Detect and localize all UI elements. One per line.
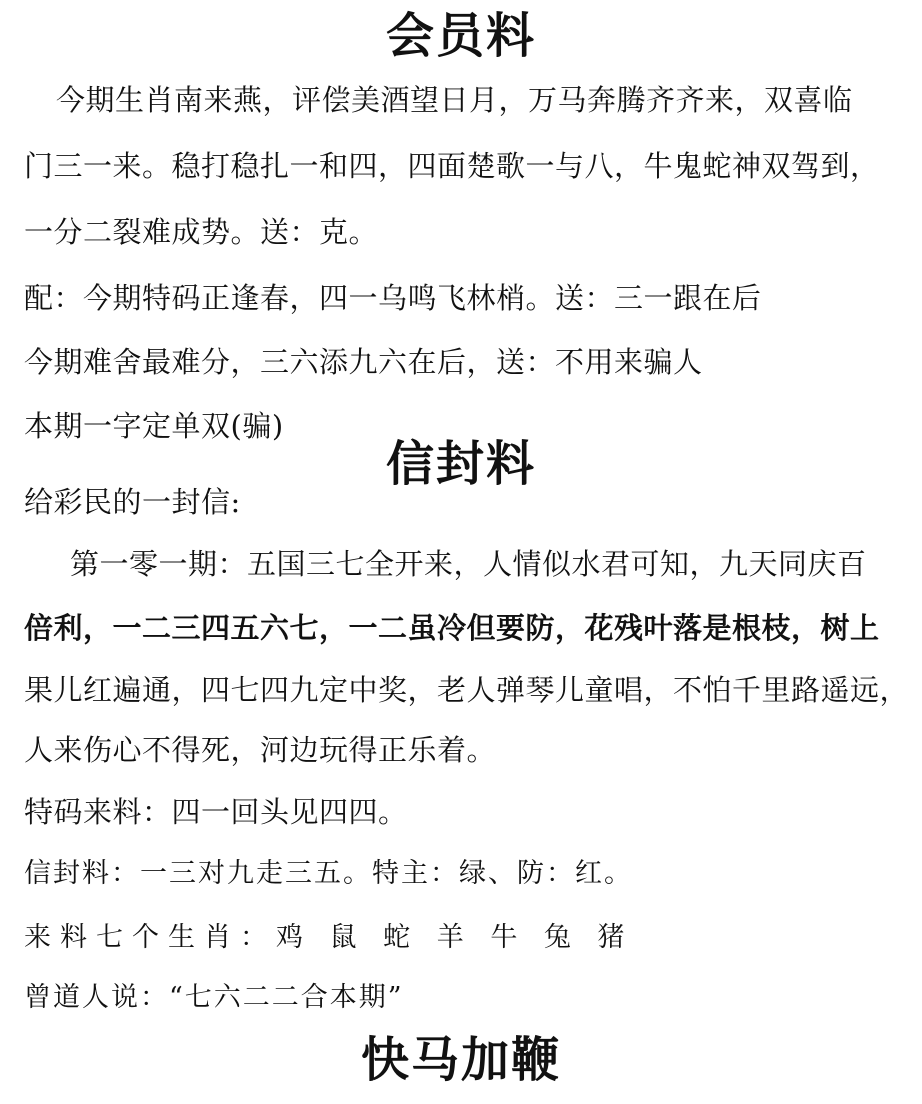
heading-envelope: 信封料 [385,436,536,492]
member-line-5: 今期难舍最难分，三六添九六在后，送：不用来骗人 [24,345,703,379]
envelope-greeting: 给彩民的一封信: [24,485,241,519]
envelope-line-2: 倍利，一二三四五六七，一二虽冷但要防，花残叶落是根枝，树上 [24,611,880,645]
member-line-6: 本期一字定单双(骗) [24,409,284,443]
heading-fast-horse: 快马加鞭 [360,1032,561,1088]
member-line-3: 一分二裂难成势。送：克。 [24,215,379,249]
member-line-2: 门三一来。稳打稳扎一和四，四面楚歌一与八，牛鬼蛇神双驾到， [24,149,880,183]
envelope-line-1: 第一零一期：五国三七全开来，人情似水君可知，九天同庆百 [70,547,867,581]
zodiac-line: 来料七个生肖：鸡 鼠 蛇 羊 牛 兔 猪 [24,922,634,953]
envelope-line-3: 果儿红遍通，四七四九定中奖，老人弹琴儿童唱，不怕千里路遥远， [24,673,910,707]
envelope-material-line: 信封料：一三对九走三五。特主：绿、防：红。 [24,858,633,889]
envelope-line-4: 人来伤心不得死，河边玩得正乐着。 [24,733,497,767]
member-line-4: 配：今期特码正逢春，四一乌鸣飞林梢。送：三一跟在后 [24,281,762,315]
heading-member: 会员料 [385,8,536,64]
taoist-quote-line: 曾道人说：“七六二二合本期” [24,982,404,1013]
member-line-1: 今期生肖南来燕，评偿美酒望日月，万马奔腾齐齐来，双喜临 [56,83,853,117]
special-code-line: 特码来料：四一回头见四四。 [24,795,408,829]
